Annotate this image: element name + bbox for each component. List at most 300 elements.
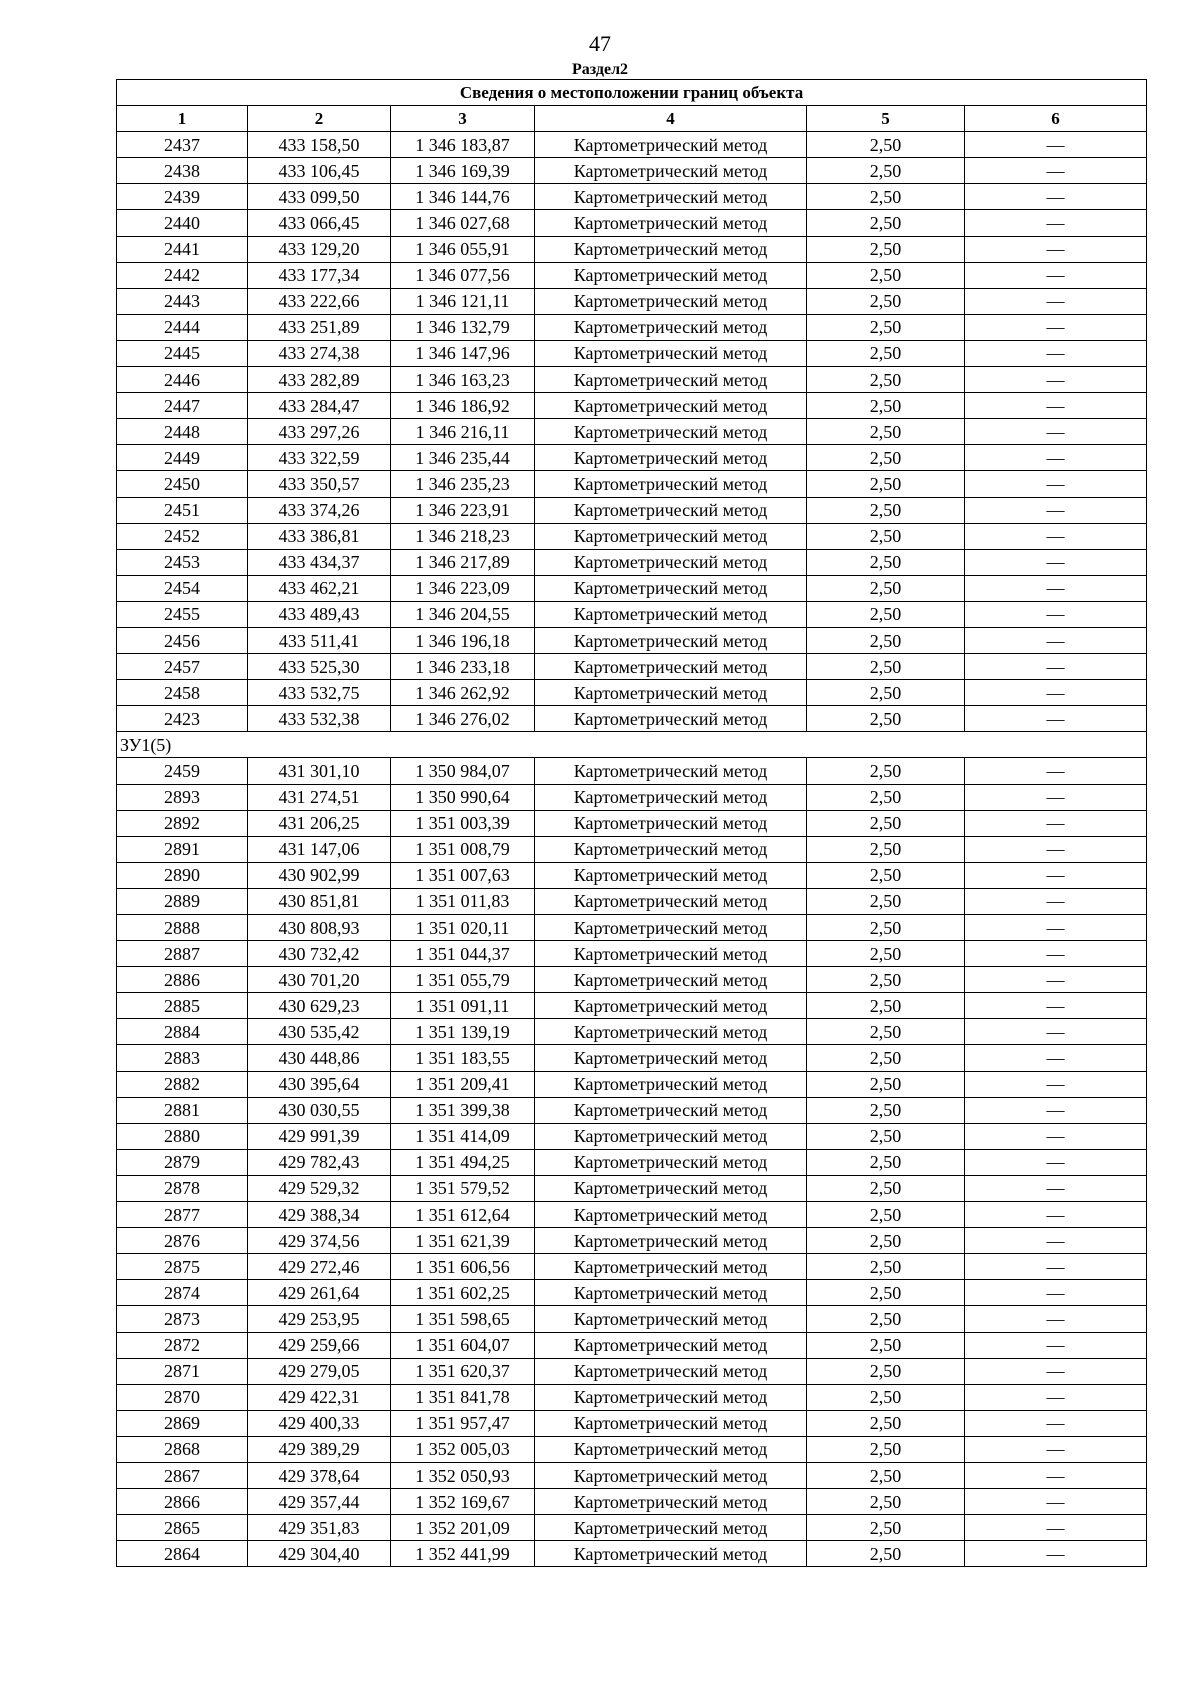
table-row (117, 523, 1147, 549)
table-row (117, 210, 1147, 236)
description-cell: — (965, 810, 1147, 836)
point-number-cell: 2869 (117, 1410, 248, 1436)
table-row (117, 1384, 1147, 1410)
table-row (117, 497, 1147, 523)
point-number-cell: 2867 (117, 1462, 248, 1488)
accuracy-cell: 2,50 (807, 523, 965, 549)
method-cell: Картометрический метод (535, 523, 807, 549)
method-cell: Картометрический метод (535, 1462, 807, 1488)
method-cell: Картометрический метод (535, 367, 807, 393)
description-cell: — (965, 184, 1147, 210)
accuracy-cell: 2,50 (807, 1306, 965, 1332)
table-row (117, 1045, 1147, 1071)
table-row (117, 1123, 1147, 1149)
method-cell: Картометрический метод (535, 1071, 807, 1097)
y-coordinate-cell: 1 346 204,55 (391, 601, 535, 627)
x-coordinate-cell: 429 782,43 (248, 1149, 391, 1175)
table-row (117, 393, 1147, 419)
group-label: ЗУ1(5) (117, 732, 1147, 758)
method-cell: Картометрический метод (535, 601, 807, 627)
accuracy-cell: 2,50 (807, 993, 965, 1019)
method-cell: Картометрический метод (535, 1515, 807, 1541)
description-cell: — (965, 941, 1147, 967)
accuracy-cell: 2,50 (807, 862, 965, 888)
x-coordinate-cell: 433 322,59 (248, 445, 391, 471)
point-number-cell: 2891 (117, 836, 248, 862)
table-row (117, 1515, 1147, 1541)
method-cell: Картометрический метод (535, 236, 807, 262)
x-coordinate-cell: 433 066,45 (248, 210, 391, 236)
y-coordinate-cell: 1 346 218,23 (391, 523, 535, 549)
accuracy-cell: 2,50 (807, 1228, 965, 1254)
point-number-cell: 2446 (117, 367, 248, 393)
section-heading: Раздел2 (571, 61, 629, 78)
y-coordinate-cell: 1 351 620,37 (391, 1358, 535, 1384)
description-cell: — (965, 1202, 1147, 1228)
method-cell: Картометрический метод (535, 471, 807, 497)
accuracy-cell: 2,50 (807, 784, 965, 810)
description-cell: — (965, 888, 1147, 914)
y-coordinate-cell: 1 351 606,56 (391, 1254, 535, 1280)
y-coordinate-cell: 1 346 183,87 (391, 132, 535, 158)
y-coordinate-cell: 1 346 262,92 (391, 680, 535, 706)
x-coordinate-cell: 429 272,46 (248, 1254, 391, 1280)
point-number-cell: 2450 (117, 471, 248, 497)
table-row (117, 1228, 1147, 1254)
method-cell: Картометрический метод (535, 1045, 807, 1071)
method-cell: Картометрический метод (535, 1254, 807, 1280)
y-coordinate-cell: 1 346 233,18 (391, 654, 535, 680)
table-row (117, 1202, 1147, 1228)
accuracy-cell: 2,50 (807, 1202, 965, 1228)
y-coordinate-cell: 1 346 223,91 (391, 497, 535, 523)
x-coordinate-cell: 433 350,57 (248, 471, 391, 497)
table-row (117, 288, 1147, 314)
x-coordinate-cell: 433 462,21 (248, 575, 391, 601)
method-cell: Картометрический метод (535, 888, 807, 914)
accuracy-cell: 2,50 (807, 1358, 965, 1384)
x-coordinate-cell: 429 253,95 (248, 1306, 391, 1332)
description-cell: — (965, 549, 1147, 575)
point-number-cell: 2458 (117, 680, 248, 706)
y-coordinate-cell: 1 346 235,44 (391, 445, 535, 471)
method-cell: Картометрический метод (535, 1489, 807, 1515)
x-coordinate-cell: 433 177,34 (248, 262, 391, 288)
description-cell: — (965, 1489, 1147, 1515)
accuracy-cell: 2,50 (807, 680, 965, 706)
description-cell: — (965, 340, 1147, 366)
method-cell: Картометрический метод (535, 1019, 807, 1045)
accuracy-cell: 2,50 (807, 497, 965, 523)
table-row (117, 758, 1147, 784)
accuracy-cell: 2,50 (807, 158, 965, 184)
y-coordinate-cell: 1 351 602,25 (391, 1280, 535, 1306)
accuracy-cell: 2,50 (807, 471, 965, 497)
point-number-cell: 2449 (117, 445, 248, 471)
description-cell: — (965, 1175, 1147, 1201)
method-cell: Картометрический метод (535, 706, 807, 732)
table-row (117, 810, 1147, 836)
method-cell: Картометрический метод (535, 288, 807, 314)
table-row (117, 915, 1147, 941)
accuracy-cell: 2,50 (807, 706, 965, 732)
description-cell: — (965, 1071, 1147, 1097)
x-coordinate-cell: 429 357,44 (248, 1489, 391, 1515)
table-row (117, 445, 1147, 471)
description-cell: — (965, 1332, 1147, 1358)
table-row (117, 1436, 1147, 1462)
description-cell: — (965, 1358, 1147, 1384)
description-cell: — (965, 132, 1147, 158)
point-number-cell: 2442 (117, 262, 248, 288)
x-coordinate-cell: 429 304,40 (248, 1541, 391, 1567)
x-coordinate-cell: 431 206,25 (248, 810, 391, 836)
x-coordinate-cell: 430 448,86 (248, 1045, 391, 1071)
point-number-cell: 2441 (117, 236, 248, 262)
x-coordinate-cell: 429 261,64 (248, 1280, 391, 1306)
accuracy-cell: 2,50 (807, 1436, 965, 1462)
accuracy-cell: 2,50 (807, 1515, 965, 1541)
point-number-cell: 2872 (117, 1332, 248, 1358)
x-coordinate-cell: 433 489,43 (248, 601, 391, 627)
method-cell: Картометрический метод (535, 993, 807, 1019)
table-row (117, 419, 1147, 445)
page-number: 47 (589, 31, 611, 56)
description-cell: — (965, 236, 1147, 262)
y-coordinate-cell: 1 346 077,56 (391, 262, 535, 288)
y-coordinate-cell: 1 346 163,23 (391, 367, 535, 393)
column-header: 4 (535, 106, 807, 132)
y-coordinate-cell: 1 352 005,03 (391, 1436, 535, 1462)
x-coordinate-cell: 430 395,64 (248, 1071, 391, 1097)
method-cell: Картометрический метод (535, 810, 807, 836)
accuracy-cell: 2,50 (807, 810, 965, 836)
accuracy-cell: 2,50 (807, 1541, 965, 1567)
point-number-cell: 2457 (117, 654, 248, 680)
point-number-cell: 2870 (117, 1384, 248, 1410)
description-cell: — (965, 523, 1147, 549)
accuracy-cell: 2,50 (807, 445, 965, 471)
y-coordinate-cell: 1 351 007,63 (391, 862, 535, 888)
x-coordinate-cell: 430 902,99 (248, 862, 391, 888)
table-row (117, 158, 1147, 184)
method-cell: Картометрический метод (535, 184, 807, 210)
x-coordinate-cell: 429 529,32 (248, 1175, 391, 1201)
method-cell: Картометрический метод (535, 862, 807, 888)
table-row (117, 1462, 1147, 1488)
table-row (117, 888, 1147, 914)
accuracy-cell: 2,50 (807, 1019, 965, 1045)
x-coordinate-cell: 433 532,75 (248, 680, 391, 706)
table-row (117, 471, 1147, 497)
table-row (117, 367, 1147, 393)
point-number-cell: 2893 (117, 784, 248, 810)
point-number-cell: 2447 (117, 393, 248, 419)
y-coordinate-cell: 1 352 050,93 (391, 1462, 535, 1488)
y-coordinate-cell: 1 346 196,18 (391, 627, 535, 653)
description-cell: — (965, 262, 1147, 288)
x-coordinate-cell: 433 525,30 (248, 654, 391, 680)
point-number-cell: 2459 (117, 758, 248, 784)
method-cell: Картометрический метод (535, 1410, 807, 1436)
point-number-cell: 2879 (117, 1149, 248, 1175)
description-cell: — (965, 367, 1147, 393)
description-cell: — (965, 654, 1147, 680)
x-coordinate-cell: 430 732,42 (248, 941, 391, 967)
column-header: 5 (807, 106, 965, 132)
point-number-cell: 2880 (117, 1123, 248, 1149)
table-row (117, 1019, 1147, 1045)
accuracy-cell: 2,50 (807, 1462, 965, 1488)
y-coordinate-cell: 1 346 144,76 (391, 184, 535, 210)
table-row (117, 314, 1147, 340)
method-cell: Картометрический метод (535, 967, 807, 993)
accuracy-cell: 2,50 (807, 393, 965, 419)
y-coordinate-cell: 1 351 598,65 (391, 1306, 535, 1332)
point-number-cell: 2881 (117, 1097, 248, 1123)
method-cell: Картометрический метод (535, 1097, 807, 1123)
description-cell: — (965, 1228, 1147, 1254)
method-cell: Картометрический метод (535, 915, 807, 941)
accuracy-cell: 2,50 (807, 314, 965, 340)
description-cell: — (965, 784, 1147, 810)
x-coordinate-cell: 429 374,56 (248, 1228, 391, 1254)
column-header: 2 (248, 106, 391, 132)
y-coordinate-cell: 1 346 132,79 (391, 314, 535, 340)
x-coordinate-cell: 429 351,83 (248, 1515, 391, 1541)
x-coordinate-cell: 430 629,23 (248, 993, 391, 1019)
point-number-cell: 2443 (117, 288, 248, 314)
point-number-cell: 2438 (117, 158, 248, 184)
x-coordinate-cell: 430 535,42 (248, 1019, 391, 1045)
x-coordinate-cell: 433 251,89 (248, 314, 391, 340)
y-coordinate-cell: 1 351 209,41 (391, 1071, 535, 1097)
table-row (117, 1149, 1147, 1175)
point-number-cell: 2883 (117, 1045, 248, 1071)
method-cell: Картометрический метод (535, 340, 807, 366)
description-cell: — (965, 1462, 1147, 1488)
point-number-cell: 2865 (117, 1515, 248, 1541)
table-row (117, 1071, 1147, 1097)
description-cell: — (965, 862, 1147, 888)
accuracy-cell: 2,50 (807, 1123, 965, 1149)
accuracy-cell: 2,50 (807, 288, 965, 314)
y-coordinate-cell: 1 352 201,09 (391, 1515, 535, 1541)
table-row (117, 1332, 1147, 1358)
y-coordinate-cell: 1 346 235,23 (391, 471, 535, 497)
accuracy-cell: 2,50 (807, 1332, 965, 1358)
x-coordinate-cell: 433 099,50 (248, 184, 391, 210)
accuracy-cell: 2,50 (807, 915, 965, 941)
point-number-cell: 2876 (117, 1228, 248, 1254)
x-coordinate-cell: 429 422,31 (248, 1384, 391, 1410)
y-coordinate-cell: 1 352 441,99 (391, 1541, 535, 1567)
accuracy-cell: 2,50 (807, 627, 965, 653)
y-coordinate-cell: 1 351 044,37 (391, 941, 535, 967)
point-number-cell: 2885 (117, 993, 248, 1019)
description-cell: — (965, 1384, 1147, 1410)
description-cell: — (965, 680, 1147, 706)
y-coordinate-cell: 1 346 121,11 (391, 288, 535, 314)
y-coordinate-cell: 1 346 223,09 (391, 575, 535, 601)
point-number-cell: 2875 (117, 1254, 248, 1280)
point-number-cell: 2890 (117, 862, 248, 888)
method-cell: Картометрический метод (535, 497, 807, 523)
y-coordinate-cell: 1 351 399,38 (391, 1097, 535, 1123)
table-row (117, 1175, 1147, 1201)
y-coordinate-cell: 1 346 186,92 (391, 393, 535, 419)
method-cell: Картометрический метод (535, 419, 807, 445)
accuracy-cell: 2,50 (807, 236, 965, 262)
description-cell: — (965, 993, 1147, 1019)
method-cell: Картометрический метод (535, 132, 807, 158)
x-coordinate-cell: 429 389,29 (248, 1436, 391, 1462)
x-coordinate-cell: 429 378,64 (248, 1462, 391, 1488)
table-row (117, 836, 1147, 862)
point-number-cell: 2454 (117, 575, 248, 601)
description-cell: — (965, 158, 1147, 184)
x-coordinate-cell: 433 222,66 (248, 288, 391, 314)
y-coordinate-cell: 1 346 217,89 (391, 549, 535, 575)
description-cell: — (965, 836, 1147, 862)
point-number-cell: 2884 (117, 1019, 248, 1045)
accuracy-cell: 2,50 (807, 1097, 965, 1123)
x-coordinate-cell: 433 297,26 (248, 419, 391, 445)
point-number-cell: 2444 (117, 314, 248, 340)
description-cell: — (965, 210, 1147, 236)
method-cell: Картометрический метод (535, 575, 807, 601)
x-coordinate-cell: 433 532,38 (248, 706, 391, 732)
method-cell: Картометрический метод (535, 393, 807, 419)
accuracy-cell: 2,50 (807, 419, 965, 445)
method-cell: Картометрический метод (535, 1384, 807, 1410)
point-number-cell: 2423 (117, 706, 248, 732)
table-body (117, 132, 1147, 1567)
accuracy-cell: 2,50 (807, 888, 965, 914)
method-cell: Картометрический метод (535, 627, 807, 653)
description-cell: — (965, 419, 1147, 445)
table-row (117, 575, 1147, 601)
method-cell: Картометрический метод (535, 1332, 807, 1358)
boundary-coordinates-table (116, 79, 1147, 1567)
description-cell: — (965, 445, 1147, 471)
description-cell: — (965, 706, 1147, 732)
accuracy-cell: 2,50 (807, 654, 965, 680)
description-cell: — (965, 1306, 1147, 1332)
point-number-cell: 2437 (117, 132, 248, 158)
accuracy-cell: 2,50 (807, 262, 965, 288)
y-coordinate-cell: 1 351 008,79 (391, 836, 535, 862)
y-coordinate-cell: 1 351 604,07 (391, 1332, 535, 1358)
table-row (117, 184, 1147, 210)
point-number-cell: 2888 (117, 915, 248, 941)
method-cell: Картометрический метод (535, 1123, 807, 1149)
y-coordinate-cell: 1 351 183,55 (391, 1045, 535, 1071)
x-coordinate-cell: 430 030,55 (248, 1097, 391, 1123)
column-number-row (117, 106, 1147, 132)
x-coordinate-cell: 430 851,81 (248, 888, 391, 914)
accuracy-cell: 2,50 (807, 184, 965, 210)
y-coordinate-cell: 1 351 612,64 (391, 1202, 535, 1228)
method-cell: Картометрический метод (535, 1306, 807, 1332)
y-coordinate-cell: 1 351 011,83 (391, 888, 535, 914)
y-coordinate-cell: 1 351 957,47 (391, 1410, 535, 1436)
y-coordinate-cell: 1 346 055,91 (391, 236, 535, 262)
method-cell: Картометрический метод (535, 1541, 807, 1567)
accuracy-cell: 2,50 (807, 967, 965, 993)
x-coordinate-cell: 431 274,51 (248, 784, 391, 810)
y-coordinate-cell: 1 351 091,11 (391, 993, 535, 1019)
x-coordinate-cell: 433 158,50 (248, 132, 391, 158)
point-number-cell: 2451 (117, 497, 248, 523)
method-cell: Картометрический метод (535, 941, 807, 967)
y-coordinate-cell: 1 351 841,78 (391, 1384, 535, 1410)
table-row (117, 1306, 1147, 1332)
x-coordinate-cell: 433 284,47 (248, 393, 391, 419)
accuracy-cell: 2,50 (807, 549, 965, 575)
description-cell: — (965, 1280, 1147, 1306)
x-coordinate-cell: 433 106,45 (248, 158, 391, 184)
method-cell: Картометрический метод (535, 784, 807, 810)
y-coordinate-cell: 1 351 579,52 (391, 1175, 535, 1201)
method-cell: Картометрический метод (535, 1175, 807, 1201)
description-cell: — (965, 1410, 1147, 1436)
accuracy-cell: 2,50 (807, 340, 965, 366)
accuracy-cell: 2,50 (807, 941, 965, 967)
description-cell: — (965, 1254, 1147, 1280)
y-coordinate-cell: 1 351 414,09 (391, 1123, 535, 1149)
y-coordinate-cell: 1 351 055,79 (391, 967, 535, 993)
accuracy-cell: 2,50 (807, 1149, 965, 1175)
point-number-cell: 2889 (117, 888, 248, 914)
point-number-cell: 2874 (117, 1280, 248, 1306)
table-title-row (117, 80, 1147, 106)
accuracy-cell: 2,50 (807, 1254, 965, 1280)
table-row (117, 1541, 1147, 1567)
description-cell: — (965, 967, 1147, 993)
y-coordinate-cell: 1 351 020,11 (391, 915, 535, 941)
method-cell: Картометрический метод (535, 445, 807, 471)
accuracy-cell: 2,50 (807, 1280, 965, 1306)
description-cell: — (965, 497, 1147, 523)
table-row (117, 1254, 1147, 1280)
method-cell: Картометрический метод (535, 1358, 807, 1384)
table-row (117, 132, 1147, 158)
x-coordinate-cell: 433 434,37 (248, 549, 391, 575)
method-cell: Картометрический метод (535, 654, 807, 680)
description-cell: — (965, 1149, 1147, 1175)
point-number-cell: 2453 (117, 549, 248, 575)
point-number-cell: 2448 (117, 419, 248, 445)
method-cell: Картометрический метод (535, 1149, 807, 1175)
method-cell: Картометрический метод (535, 1280, 807, 1306)
table-row (117, 784, 1147, 810)
point-number-cell: 2871 (117, 1358, 248, 1384)
point-number-cell: 2455 (117, 601, 248, 627)
column-header: 6 (965, 106, 1147, 132)
table-row (117, 706, 1147, 732)
point-number-cell: 2892 (117, 810, 248, 836)
point-number-cell: 2440 (117, 210, 248, 236)
table-row (117, 654, 1147, 680)
point-number-cell: 2886 (117, 967, 248, 993)
y-coordinate-cell: 1 351 494,25 (391, 1149, 535, 1175)
description-cell: — (965, 1541, 1147, 1567)
point-number-cell: 2882 (117, 1071, 248, 1097)
table-row (117, 862, 1147, 888)
x-coordinate-cell: 433 511,41 (248, 627, 391, 653)
y-coordinate-cell: 1 351 139,19 (391, 1019, 535, 1045)
